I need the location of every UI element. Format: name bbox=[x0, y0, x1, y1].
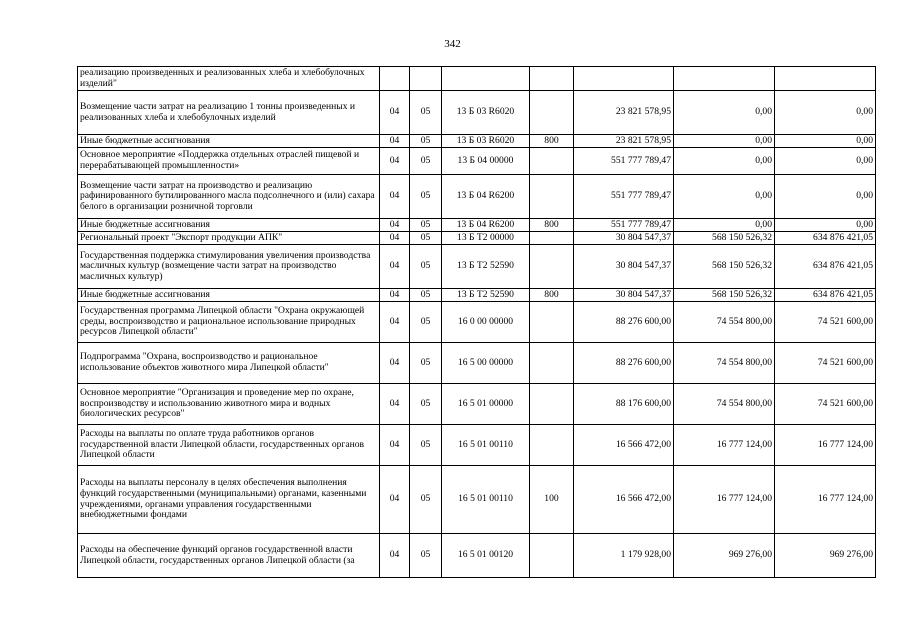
subsection-code bbox=[410, 67, 442, 91]
amount-year-1: 551 777 789,47 bbox=[574, 219, 674, 232]
target-article: 13 Б Т2 52590 bbox=[442, 289, 530, 302]
subsection-code: 05 bbox=[410, 425, 442, 466]
subsection-code: 05 bbox=[410, 245, 442, 289]
expense-type bbox=[530, 384, 574, 425]
amount-year-1: 88 276 600,00 bbox=[574, 302, 674, 343]
amount-year-2: 969 276,00 bbox=[674, 534, 775, 578]
subsection-code: 05 bbox=[410, 302, 442, 343]
amount-year-2: 0,00 bbox=[674, 148, 775, 175]
page-number: 342 bbox=[444, 38, 461, 50]
table-row bbox=[78, 384, 876, 425]
row-name: Иные бюджетные ассигнования bbox=[78, 135, 380, 148]
amount-year-3: 74 521 600,00 bbox=[775, 302, 876, 343]
subsection-code: 05 bbox=[410, 148, 442, 175]
expense-type bbox=[530, 67, 574, 91]
section-code bbox=[380, 67, 410, 91]
section-code: 04 bbox=[380, 148, 410, 175]
row-name: Возмещение части затрат на реализацию 1 тонны произведенных и реализованных хлеба и хлебобулочных изделий bbox=[78, 91, 380, 135]
amount-year-1: 30 804 547,37 bbox=[574, 245, 674, 289]
section-code: 04 bbox=[380, 219, 410, 232]
subsection-code: 05 bbox=[410, 232, 442, 245]
amount-year-2: 74 554 800,00 bbox=[674, 343, 775, 384]
row-name: реализацию произведенных и реализованных хлеба и хлебобулочных изделий" bbox=[78, 67, 380, 91]
amount-year-2: 16 777 124,00 bbox=[674, 466, 775, 534]
row-name: Расходы на выплаты персоналу в целях обеспечения выполнения функций государственными (муниципальными) органами, казенными учреждениями, органами управления государственными внебюджетными фондами bbox=[78, 466, 380, 534]
section-code: 04 bbox=[380, 425, 410, 466]
amount-year-2: 16 777 124,00 bbox=[674, 425, 775, 466]
expense-type: 800 bbox=[530, 219, 574, 232]
table-row bbox=[78, 232, 876, 245]
subsection-code: 05 bbox=[410, 175, 442, 219]
expense-type bbox=[530, 302, 574, 343]
subsection-code: 05 bbox=[410, 219, 442, 232]
table-row bbox=[78, 343, 876, 384]
target-article: 16 5 00 00000 bbox=[442, 343, 530, 384]
amount-year-2 bbox=[674, 67, 775, 91]
amount-year-3: 0,00 bbox=[775, 175, 876, 219]
table-row bbox=[78, 67, 876, 91]
table-row bbox=[78, 219, 876, 232]
amount-year-2: 74 554 800,00 bbox=[674, 302, 775, 343]
amount-year-1: 23 821 578,95 bbox=[574, 135, 674, 148]
subsection-code: 05 bbox=[410, 343, 442, 384]
row-name: Иные бюджетные ассигнования bbox=[78, 219, 380, 232]
expense-type: 800 bbox=[530, 289, 574, 302]
amount-year-3: 0,00 bbox=[775, 135, 876, 148]
amount-year-3: 969 276,00 bbox=[775, 534, 876, 578]
amount-year-1: 551 777 789,47 bbox=[574, 148, 674, 175]
target-article: 13 Б Т2 00000 bbox=[442, 232, 530, 245]
amount-year-3: 0,00 bbox=[775, 219, 876, 232]
section-code: 04 bbox=[380, 135, 410, 148]
target-article: 16 5 01 00110 bbox=[442, 425, 530, 466]
amount-year-2: 0,00 bbox=[674, 175, 775, 219]
amount-year-1: 30 804 547,37 bbox=[574, 289, 674, 302]
expense-type bbox=[530, 91, 574, 135]
expense-type bbox=[530, 425, 574, 466]
expense-type bbox=[530, 343, 574, 384]
table-row bbox=[78, 91, 876, 135]
expense-type bbox=[530, 232, 574, 245]
table-row bbox=[78, 534, 876, 578]
amount-year-1: 16 566 472,00 bbox=[574, 425, 674, 466]
row-name: Расходы на выплаты по оплате труда работников органов государственной власти Липецкой области, государственных органов Липецкой области bbox=[78, 425, 380, 466]
expense-type bbox=[530, 175, 574, 219]
amount-year-3: 74 521 600,00 bbox=[775, 343, 876, 384]
amount-year-3: 16 777 124,00 bbox=[775, 425, 876, 466]
table-row bbox=[78, 175, 876, 219]
target-article: 13 Б 04 R6200 bbox=[442, 175, 530, 219]
amount-year-2: 0,00 bbox=[674, 219, 775, 232]
amount-year-1: 16 566 472,00 bbox=[574, 466, 674, 534]
target-article: 16 5 01 00120 bbox=[442, 534, 530, 578]
row-name: Государственная поддержка стимулирования увеличения производства масличных культур (возмещение части затрат на производство масличных культур) bbox=[78, 245, 380, 289]
row-name: Региональный проект "Экспорт продукции АПК" bbox=[78, 232, 380, 245]
row-name: Возмещение части затрат на производство и реализацию рафинированного бутилированного масла подсолнечного и (или) сахара белого в организации розничной торговли bbox=[78, 175, 380, 219]
subsection-code: 05 bbox=[410, 466, 442, 534]
amount-year-3: 0,00 bbox=[775, 148, 876, 175]
section-code: 04 bbox=[380, 91, 410, 135]
row-name: Подпрограмма "Охрана, воспроизводство и рациональное использование объектов животного мира Липецкой области" bbox=[78, 343, 380, 384]
amount-year-1 bbox=[574, 67, 674, 91]
amount-year-1: 23 821 578,95 bbox=[574, 91, 674, 135]
expense-type bbox=[530, 534, 574, 578]
row-name: Основное мероприятие "Организация и проведение мер по охране, воспроизводству и использованию животного мира и водных биологических ресурсов" bbox=[78, 384, 380, 425]
amount-year-2: 568 150 526,32 bbox=[674, 232, 775, 245]
expense-type bbox=[530, 245, 574, 289]
row-name: Государственная программа Липецкой области "Охрана окружающей среды, воспроизводство и рациональное использование природных ресурсов Липецкой области" bbox=[78, 302, 380, 343]
target-article bbox=[442, 67, 530, 91]
target-article: 13 Б 04 R6200 bbox=[442, 219, 530, 232]
section-code: 04 bbox=[380, 245, 410, 289]
section-code: 04 bbox=[380, 534, 410, 578]
target-article: 13 Б Т2 52590 bbox=[442, 245, 530, 289]
table-row bbox=[78, 135, 876, 148]
amount-year-2: 0,00 bbox=[674, 91, 775, 135]
amount-year-3: 634 876 421,05 bbox=[775, 232, 876, 245]
row-name: Расходы на обеспечение функций органов государственной власти Липецкой области, государственных органов Липецкой области (за bbox=[78, 534, 380, 578]
table-row bbox=[78, 245, 876, 289]
amount-year-1: 88 276 600,00 bbox=[574, 343, 674, 384]
row-name: Основное мероприятие «Поддержка отдельных отраслей пищевой и перерабатывающей промышленности» bbox=[78, 148, 380, 175]
amount-year-2: 568 150 526,32 bbox=[674, 289, 775, 302]
table-row bbox=[78, 466, 876, 534]
table-row bbox=[78, 148, 876, 175]
table-row bbox=[78, 425, 876, 466]
amount-year-2: 74 554 800,00 bbox=[674, 384, 775, 425]
target-article: 13 Б 03 R6020 bbox=[442, 91, 530, 135]
section-code: 04 bbox=[380, 175, 410, 219]
amount-year-3 bbox=[775, 67, 876, 91]
target-article: 13 Б 03 R6020 bbox=[442, 135, 530, 148]
amount-year-3: 16 777 124,00 bbox=[775, 466, 876, 534]
amount-year-2: 0,00 bbox=[674, 135, 775, 148]
expense-type: 100 bbox=[530, 466, 574, 534]
expense-type bbox=[530, 148, 574, 175]
amount-year-3: 0,00 bbox=[775, 91, 876, 135]
subsection-code: 05 bbox=[410, 384, 442, 425]
target-article: 16 5 01 00110 bbox=[442, 466, 530, 534]
section-code: 04 bbox=[380, 302, 410, 343]
subsection-code: 05 bbox=[410, 289, 442, 302]
target-article: 16 5 01 00000 bbox=[442, 384, 530, 425]
subsection-code: 05 bbox=[410, 91, 442, 135]
table-row bbox=[78, 302, 876, 343]
subsection-code: 05 bbox=[410, 135, 442, 148]
amount-year-1: 1 179 928,00 bbox=[574, 534, 674, 578]
amount-year-2: 568 150 526,32 bbox=[674, 245, 775, 289]
section-code: 04 bbox=[380, 466, 410, 534]
section-code: 04 bbox=[380, 232, 410, 245]
expense-type: 800 bbox=[530, 135, 574, 148]
row-name: Иные бюджетные ассигнования bbox=[78, 289, 380, 302]
subsection-code: 05 bbox=[410, 534, 442, 578]
amount-year-1: 551 777 789,47 bbox=[574, 175, 674, 219]
amount-year-3: 74 521 600,00 bbox=[775, 384, 876, 425]
table-row bbox=[78, 289, 876, 302]
target-article: 16 0 00 00000 bbox=[442, 302, 530, 343]
section-code: 04 bbox=[380, 384, 410, 425]
target-article: 13 Б 04 00000 bbox=[442, 148, 530, 175]
section-code: 04 bbox=[380, 343, 410, 384]
section-code: 04 bbox=[380, 289, 410, 302]
amount-year-3: 634 876 421,05 bbox=[775, 289, 876, 302]
amount-year-1: 88 176 600,00 bbox=[574, 384, 674, 425]
amount-year-1: 30 804 547,37 bbox=[574, 232, 674, 245]
amount-year-3: 634 876 421,05 bbox=[775, 245, 876, 289]
budget-table bbox=[77, 66, 876, 578]
